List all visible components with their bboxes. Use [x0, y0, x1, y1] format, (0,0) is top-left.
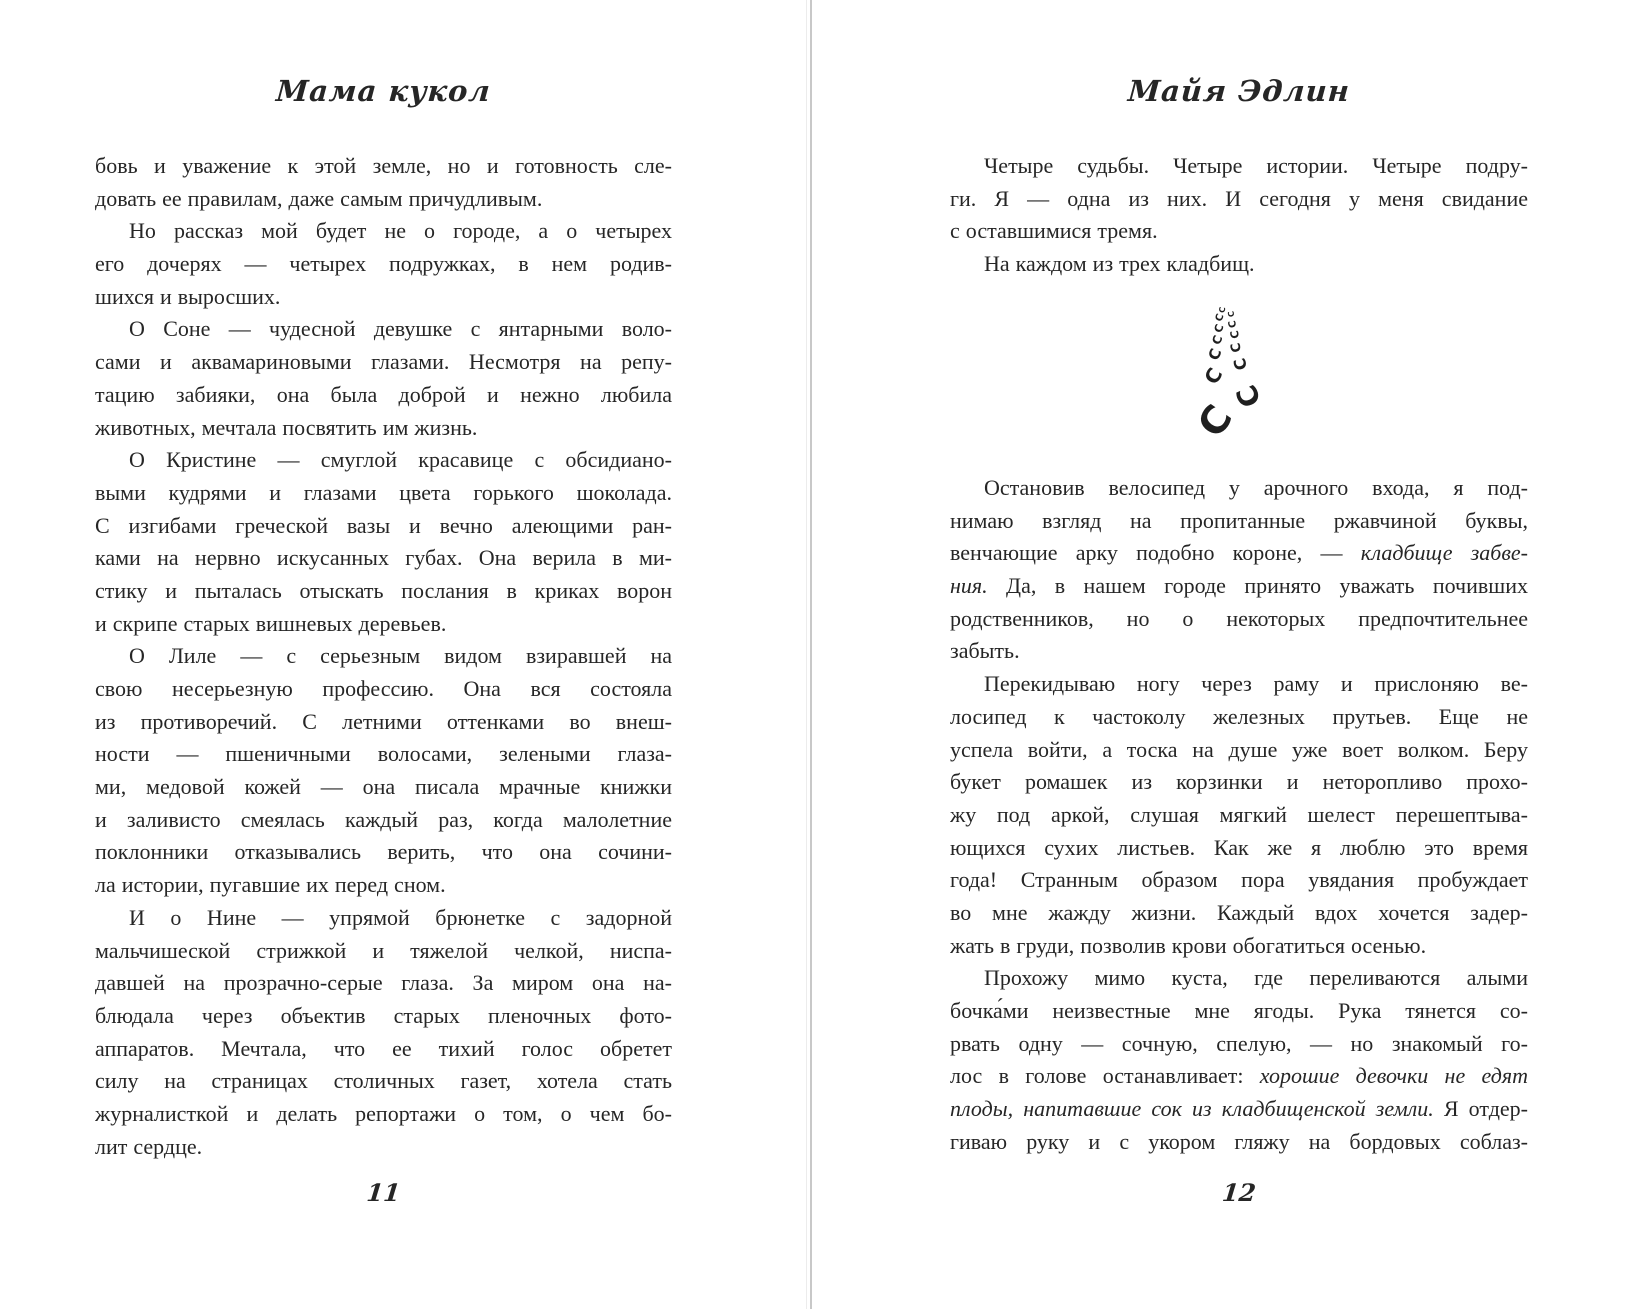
text-line	[95, 608, 672, 641]
text-line	[950, 472, 1528, 505]
text-segment: давшей на прозрачно-серые глаза. За миром она на-	[95, 970, 672, 996]
text-line	[95, 313, 672, 346]
text-segment: О Кристине — смуглой красавице с обсидиано-	[129, 447, 672, 473]
text-segment: букет ромашек из корзинки и неторопливо прохо-	[950, 769, 1528, 795]
text-segment: Но рассказ мой будет не о городе, а о четырех	[129, 218, 672, 244]
text-line	[95, 477, 672, 510]
hoofprint-icon: C	[1213, 312, 1227, 324]
hoofprint-icon: C	[1211, 322, 1227, 335]
text-segment: его дочерях — четырех подружках, в нем родив-	[95, 251, 672, 277]
text-line	[95, 248, 672, 281]
text-line	[95, 706, 672, 739]
text-line	[950, 701, 1528, 734]
running-head-left: Мама кукол	[275, 74, 492, 108]
text-segment: во мне жажду жизни. Каждый вдох хочется задер-	[950, 899, 1528, 925]
text-segment: нимаю взгляд на пропитанные ржавчиной буквы,	[950, 507, 1528, 533]
text-line	[950, 505, 1528, 538]
text-segment: ми, медовой кожей — она писала мрачные книжки	[95, 774, 672, 800]
text-segment: жу под аркой, слушая мягкий шелест перешептыва-	[950, 801, 1528, 827]
text-segment: лит сердце.	[95, 1133, 203, 1159]
text-segment: аппаратов. Мечтала, что ее тихий голос обретет	[95, 1035, 672, 1061]
hoofprint-icon: C	[1217, 306, 1228, 314]
hoofprint-icon: C	[1204, 346, 1226, 363]
text-line	[95, 673, 672, 706]
text-segment: выми кудрями и глазами цвета горького шоколада.	[95, 479, 672, 505]
text-segment: Я отдер-	[1433, 1096, 1528, 1122]
text-line	[95, 281, 672, 314]
text-segment: ности — пшеничными волосами, зелеными глаза-	[95, 741, 672, 767]
text-line	[95, 444, 672, 477]
text-line	[950, 995, 1528, 1028]
hoofprint-icon: C	[1227, 319, 1240, 329]
text-segment: бовь и уважение к этой земле, но и готовность сле-	[95, 153, 672, 178]
text-line	[950, 215, 1528, 248]
hoofprint-icon: C	[1199, 363, 1228, 389]
hoofprint-icon: C	[1228, 341, 1245, 354]
text-line	[95, 346, 672, 379]
text-line	[95, 542, 672, 575]
hoofprint-icon: C	[1227, 329, 1243, 340]
text-segment: довать ее правилам, даже самым причудливым.	[95, 185, 543, 211]
text-line	[950, 766, 1528, 799]
text-segment: Остановив велосипед у арочного входа, я под-	[984, 475, 1528, 500]
text-segment: и скрипе старых вишневых деревьев.	[95, 610, 447, 636]
text-line	[95, 1033, 672, 1066]
text-segment: Прохожу мимо куста, где переливаются алыми	[984, 965, 1528, 991]
text-line	[95, 1065, 672, 1098]
text-line	[95, 150, 672, 183]
text-line	[95, 1098, 672, 1131]
text-segment: шихся и выросших.	[95, 283, 281, 309]
italic-text-segment: кладбище забве-	[1360, 540, 1528, 566]
text-segment: На каждом из трех кладбищ.	[984, 251, 1255, 277]
text-line	[950, 1126, 1528, 1159]
text-segment: Четыре судьбы. Четыре истории. Четыре подру-	[984, 153, 1528, 178]
text-segment: ками на нервно искусанных губах. Она верила в ми-	[95, 545, 672, 571]
text-segment: рвать одну — сочную, спелую, — но знакомый го-	[950, 1030, 1528, 1056]
text-line	[95, 967, 672, 1000]
text-line	[950, 183, 1528, 216]
text-line	[950, 962, 1528, 995]
text-segment: и заливисто смеялась каждый раз, когда малолетние	[95, 806, 672, 832]
text-line	[95, 869, 672, 902]
text-segment: года! Странным образом пора увядания пробуждает	[950, 867, 1528, 893]
left-page	[95, 0, 672, 1309]
text-line	[950, 897, 1528, 930]
text-line	[950, 603, 1528, 636]
text-line	[95, 804, 672, 837]
text-line	[95, 215, 672, 248]
text-line	[95, 379, 672, 412]
hoofprints-ornament	[1188, 306, 1303, 456]
text-segment: ги. Я — одна из них. И сегодня у меня свидание	[950, 185, 1528, 211]
right-page-text-top	[950, 150, 1528, 281]
text-line	[950, 635, 1528, 668]
text-segment: бочка́ми неизвестные мне ягоды. Рука тянется со-	[950, 998, 1528, 1023]
text-segment: гиваю руку и с укором гляжу на бордовых соблаз-	[950, 1128, 1528, 1154]
text-line	[95, 738, 672, 771]
text-segment: ла истории, пугавшие их перед сном.	[95, 872, 446, 898]
text-segment: венчающие арку подобно короне, —	[950, 540, 1361, 566]
text-segment: стику и пыталась отыскать послания в криках ворон	[95, 577, 672, 603]
text-segment: Да, в нашем городе принято уважать почивших	[987, 573, 1528, 599]
running-head-right: Майя Эдлин	[1126, 74, 1352, 108]
right-page-text-bottom	[950, 472, 1528, 1158]
text-segment: журналисткой и делать репортажи о том, о чем бо-	[95, 1100, 672, 1126]
text-line	[95, 575, 672, 608]
text-segment: с оставшимися тремя.	[950, 218, 1158, 244]
text-line	[95, 771, 672, 804]
text-segment: свою несерьезную профессию. Она вся состояла	[95, 676, 672, 701]
text-line	[95, 1000, 672, 1033]
page-gutter-divider	[810, 0, 812, 1309]
text-segment: лосипед к частоколу железных прутьев. Еще не	[950, 703, 1528, 729]
italic-text-segment: плоды, напитавшие сок из кладбищенской земли.	[950, 1096, 1434, 1122]
text-segment: животных, мечтала посвятить им жизнь.	[95, 414, 478, 440]
text-segment: О Лиле — с серьезным видом взиравшей на	[129, 643, 672, 669]
text-segment: О Соне — чудесной девушке с янтарными воло-	[129, 316, 672, 342]
text-line	[95, 836, 672, 869]
text-segment: И о Нине — упрямой брюнетке с задорной	[129, 904, 672, 930]
text-segment: Перекидываю ногу через раму и прислоняю ве-	[984, 671, 1528, 697]
hoofprint-icon: C	[1188, 396, 1241, 446]
text-segment: поклонники отказывались верить, что она сочини-	[95, 839, 672, 865]
text-segment: силу на страницах столичных газет, хотела стать	[95, 1068, 672, 1094]
text-line	[950, 1093, 1528, 1126]
text-line	[95, 510, 672, 543]
text-line	[950, 799, 1528, 832]
text-line	[950, 150, 1528, 183]
text-line	[950, 570, 1528, 603]
hoofprint-icon: C	[1226, 310, 1237, 318]
text-line	[950, 832, 1528, 865]
text-line	[950, 930, 1528, 963]
text-line	[950, 248, 1528, 281]
page-number-right: 12	[1220, 1178, 1258, 1207]
italic-text-segment: хорошие девочки не едят	[1259, 1063, 1528, 1089]
text-line	[95, 1131, 672, 1164]
text-segment: забыть.	[950, 638, 1020, 664]
text-line	[950, 864, 1528, 897]
text-segment: успела войти, а тоска на душе уже воет волком. Беру	[950, 736, 1528, 762]
text-segment: из противоречий. С летними оттенками во внеш-	[95, 708, 672, 734]
text-segment: тацию забияки, она была доброй и нежно любила	[95, 381, 672, 407]
hoofprint-icon: C	[1229, 355, 1252, 373]
text-segment: родственников, но о некоторых предпочтительнее	[950, 605, 1528, 631]
text-line	[950, 734, 1528, 767]
italic-text-segment: ния.	[950, 573, 988, 599]
right-page	[950, 0, 1528, 1309]
text-segment: ющихся сухих листьев. Как же я люблю это время	[950, 834, 1528, 860]
text-line	[95, 935, 672, 968]
text-segment: С изгибами греческой вазы и вечно алеющими ран-	[95, 512, 672, 538]
text-line	[950, 668, 1528, 701]
text-line	[950, 537, 1528, 570]
page-number-left: 11	[365, 1178, 402, 1207]
text-line	[95, 412, 672, 445]
text-segment: мальчишеской стрижкой и тяжелой челкой, ниспа-	[95, 937, 672, 963]
text-line	[950, 1028, 1528, 1061]
left-page-text	[95, 150, 672, 1163]
text-line	[95, 902, 672, 935]
text-segment: сами и аквамариновыми глазами. Несмотря на репу-	[95, 349, 672, 375]
text-segment: блюдала через объектив старых пленочных фото-	[95, 1002, 672, 1028]
text-line	[950, 1060, 1528, 1093]
text-segment: жать в груди, позволив крови обогатиться осенью.	[950, 932, 1427, 958]
page-gutter-shadow	[806, 0, 807, 1309]
text-segment: лос в голове останавливает:	[950, 1063, 1260, 1089]
text-line	[95, 183, 672, 216]
text-line	[95, 640, 672, 673]
hoofprint-icon: C	[1229, 379, 1269, 413]
hoofprint-icon: C	[1209, 333, 1226, 347]
